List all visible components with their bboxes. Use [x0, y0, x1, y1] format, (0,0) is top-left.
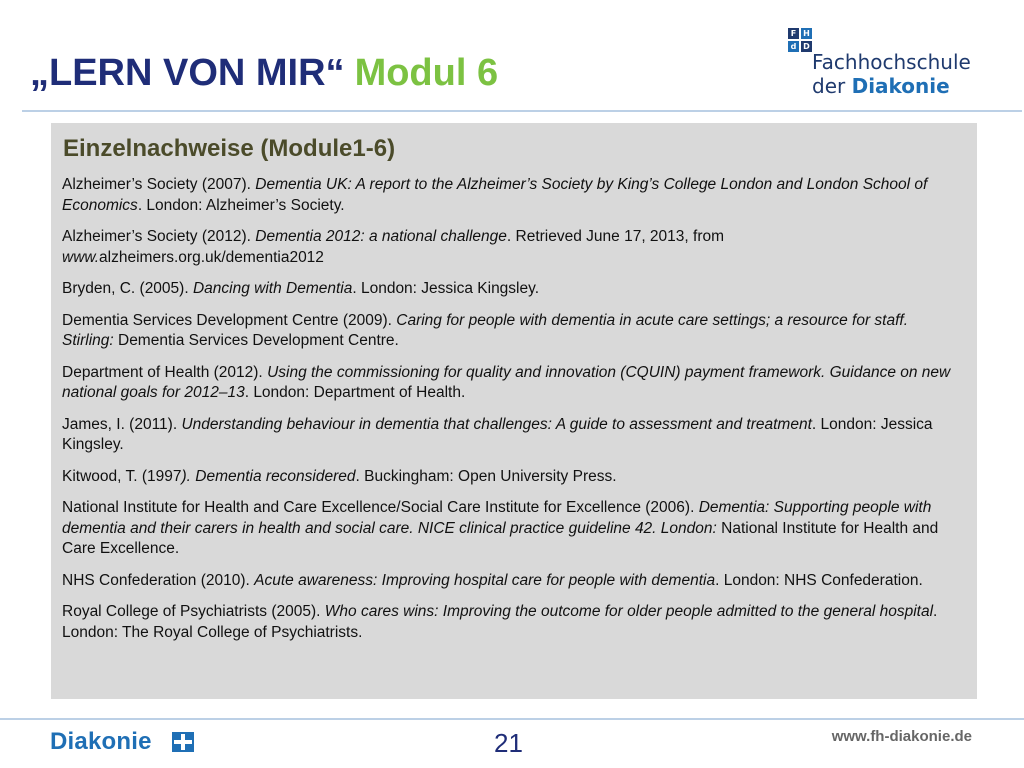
- reference-item: [62, 279, 962, 300]
- reference-text: National Institute for Health and Care Excellence/Social Care Institute for Excellence (2006).: [62, 499, 699, 516]
- logo-letter-f: F: [788, 28, 799, 39]
- reference-text: . London: Jessica Kingsley.: [352, 280, 540, 297]
- reference-text: Alzheimer’s Society (2012).: [62, 228, 256, 245]
- reference-item: [62, 175, 962, 216]
- reference-text: . Retrieved June 17, 2013, from: [506, 228, 725, 245]
- references-panel: [51, 123, 977, 699]
- reference-item: [62, 571, 962, 592]
- logo-line2-name: Diakonie: [851, 74, 950, 98]
- reference-text: alzheimers.org.uk/dementia2012: [99, 248, 324, 266]
- logo-line2-prefix: der: [812, 74, 852, 98]
- reference-text: . London: The Royal College of Psychiatrists.: [62, 603, 938, 641]
- reference-text: Dementia Services Development Centre.: [113, 332, 399, 349]
- institution-logo: [812, 50, 971, 98]
- reference-title: Dementia: Supporting people with dementia and their carers in health and social care. NICE clinical practice guideline 42. London:: [62, 499, 932, 537]
- logo-line2: [812, 74, 971, 98]
- footer-divider: [0, 718, 1024, 720]
- reference-title: Acute awareness: Improving hospital care for people with dementia: [254, 571, 716, 589]
- fhd-logo-icon: [788, 28, 814, 54]
- reference-text: Alzheimer’s Society (2007).: [62, 176, 256, 193]
- reference-text: Dementia Services Development Centre (2009).: [62, 311, 397, 329]
- reference-text: National Institute for Health and Care Excellence.: [62, 519, 939, 557]
- reference-text: Bryden, C. (2005).: [62, 280, 193, 297]
- reference-item: [62, 498, 962, 560]
- diakonie-cross-icon: [172, 732, 194, 752]
- reference-item: [62, 363, 962, 404]
- title-main: „LERN VON MIR“: [30, 52, 345, 94]
- reference-text: . London: Alzheimer’s Society.: [137, 196, 345, 214]
- reference-text: . London: Department of Health.: [244, 384, 466, 401]
- title-module: Modul 6: [354, 52, 499, 94]
- reference-title: Dementia UK: A report to the Alzheimer’s Society by King’s College London and London School of Economics: [62, 176, 928, 214]
- reference-text: NHS Confederation (2010).: [62, 571, 255, 589]
- reference-title: www.: [62, 248, 100, 266]
- reference-title: Dementia 2012: a national challenge: [255, 228, 507, 245]
- reference-list: [62, 175, 962, 654]
- logo-line1: Fachhochschule: [812, 50, 971, 74]
- reference-text: Department of Health (2012).: [62, 363, 268, 381]
- reference-text: . London: NHS Confederation.: [715, 571, 923, 589]
- footer-url: www.fh-diakonie.de: [831, 728, 972, 745]
- reference-title: Using the commissioning for quality and innovation (CQUIN) payment framework. Guidance on new national goals for 2012–13: [62, 363, 951, 401]
- reference-item: [62, 227, 962, 268]
- reference-title: Understanding behaviour in dementia that challenges: A guide to assessment and treatment: [181, 415, 812, 433]
- reference-text: . London: Jessica Kingsley.: [62, 415, 933, 453]
- reference-item: [62, 311, 962, 352]
- reference-title: ). Dementia reconsidered: [181, 467, 356, 485]
- slide-title: [30, 52, 498, 95]
- header-divider: [22, 110, 1022, 112]
- reference-text: Kitwood, T. (1997: [62, 467, 182, 485]
- reference-title: Who cares wins: Improving the outcome for older people admitted to the general hospital: [324, 603, 934, 620]
- logo-letter-d: d: [788, 41, 799, 52]
- reference-text: James, I. (2011).: [62, 415, 182, 433]
- logo-letter-h: H: [801, 28, 812, 39]
- page-number: 21: [494, 728, 523, 758]
- reference-title: Caring for people with dementia in acute care settings; a resource for staff. Stirling:: [62, 311, 909, 349]
- reference-text: Royal College of Psychiatrists (2005).: [62, 603, 325, 620]
- reference-item: [62, 602, 962, 643]
- footer-brand: Diakonie: [50, 728, 152, 755]
- reference-item: [62, 415, 962, 456]
- reference-title: Dancing with Dementia: [192, 280, 353, 297]
- reference-text: . Buckingham: Open University Press.: [355, 467, 617, 485]
- reference-item: [62, 467, 962, 488]
- panel-heading: Einzelnachweise (Module1-6): [63, 135, 396, 162]
- logo-letter-d2: D: [801, 41, 812, 52]
